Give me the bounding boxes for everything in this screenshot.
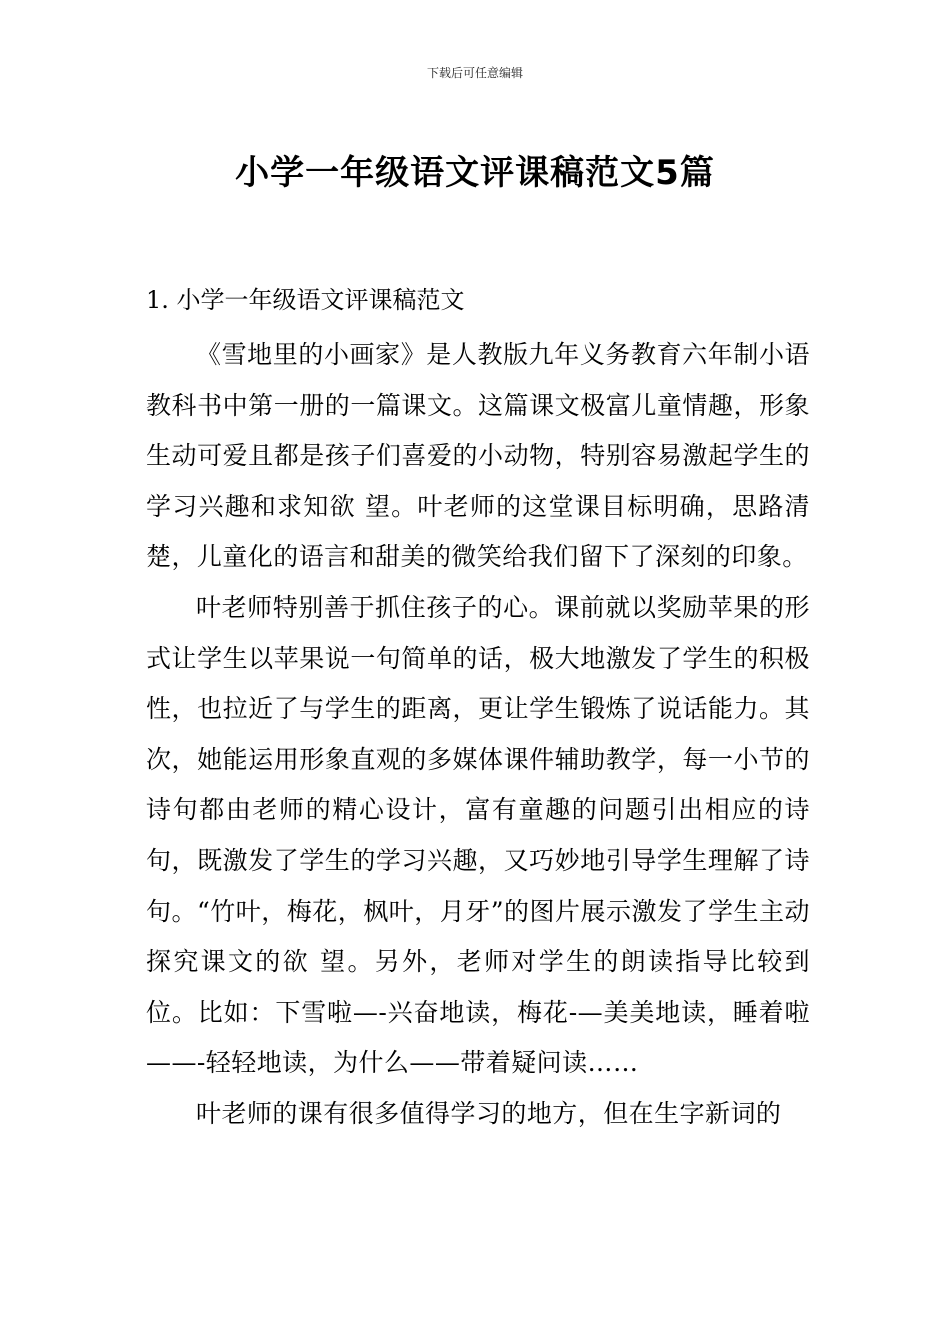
body-paragraph: 叶老师的课有很多值得学习的地方，但在生字新词的 [196, 1098, 782, 1128]
body-paragraph: 《雪地里的小画家》是人教版九年义务教育六年制小语教科书中第一册的一篇课文。这篇课文极富儿童情趣，形象生动可爱且都是孩子们喜爱的小动物，特别容易激起学生的学习兴趣和求知欲 望。叶老师的这堂课目标明确，思路清楚，儿童化的语言和甜美的微笑给我们留下了深刻的印象。 [146, 340, 810, 572]
document-body [146, 280, 810, 1140]
section-heading: 1. 小学一年级语文评课稿范文 [146, 286, 465, 314]
document-title: 小学一年级语文评课稿范文5篇 [235, 152, 715, 193]
body-paragraph: 叶老师特别善于抓住孩子的心。课前就以奖励苹果的形式让学生以苹果说一句简单的话，极大地激发了学生的积极性，也拉近了与学生的距离，更让学生锻炼了说话能力。其次，她能运用形象直观的多媒体课件辅助教学，每一小节的诗句都由老师的精心设计，富有童趣的问题引出相应的诗句，既激发了学生的学习兴趣，又巧妙地引导学生理解了诗句。“竹叶，梅花，枫叶，月牙”的图片展示激发了学生主动探究课文的欲 望。另外，老师对学生的朗读指导比较到位。比如：下雪啦—-兴奋地读，梅花-—美美地读，睡着啦——-轻轻地读，为什么——带着疑问读…… [146, 592, 810, 1078]
header-note: 下载后可任意编辑 [426, 66, 523, 80]
